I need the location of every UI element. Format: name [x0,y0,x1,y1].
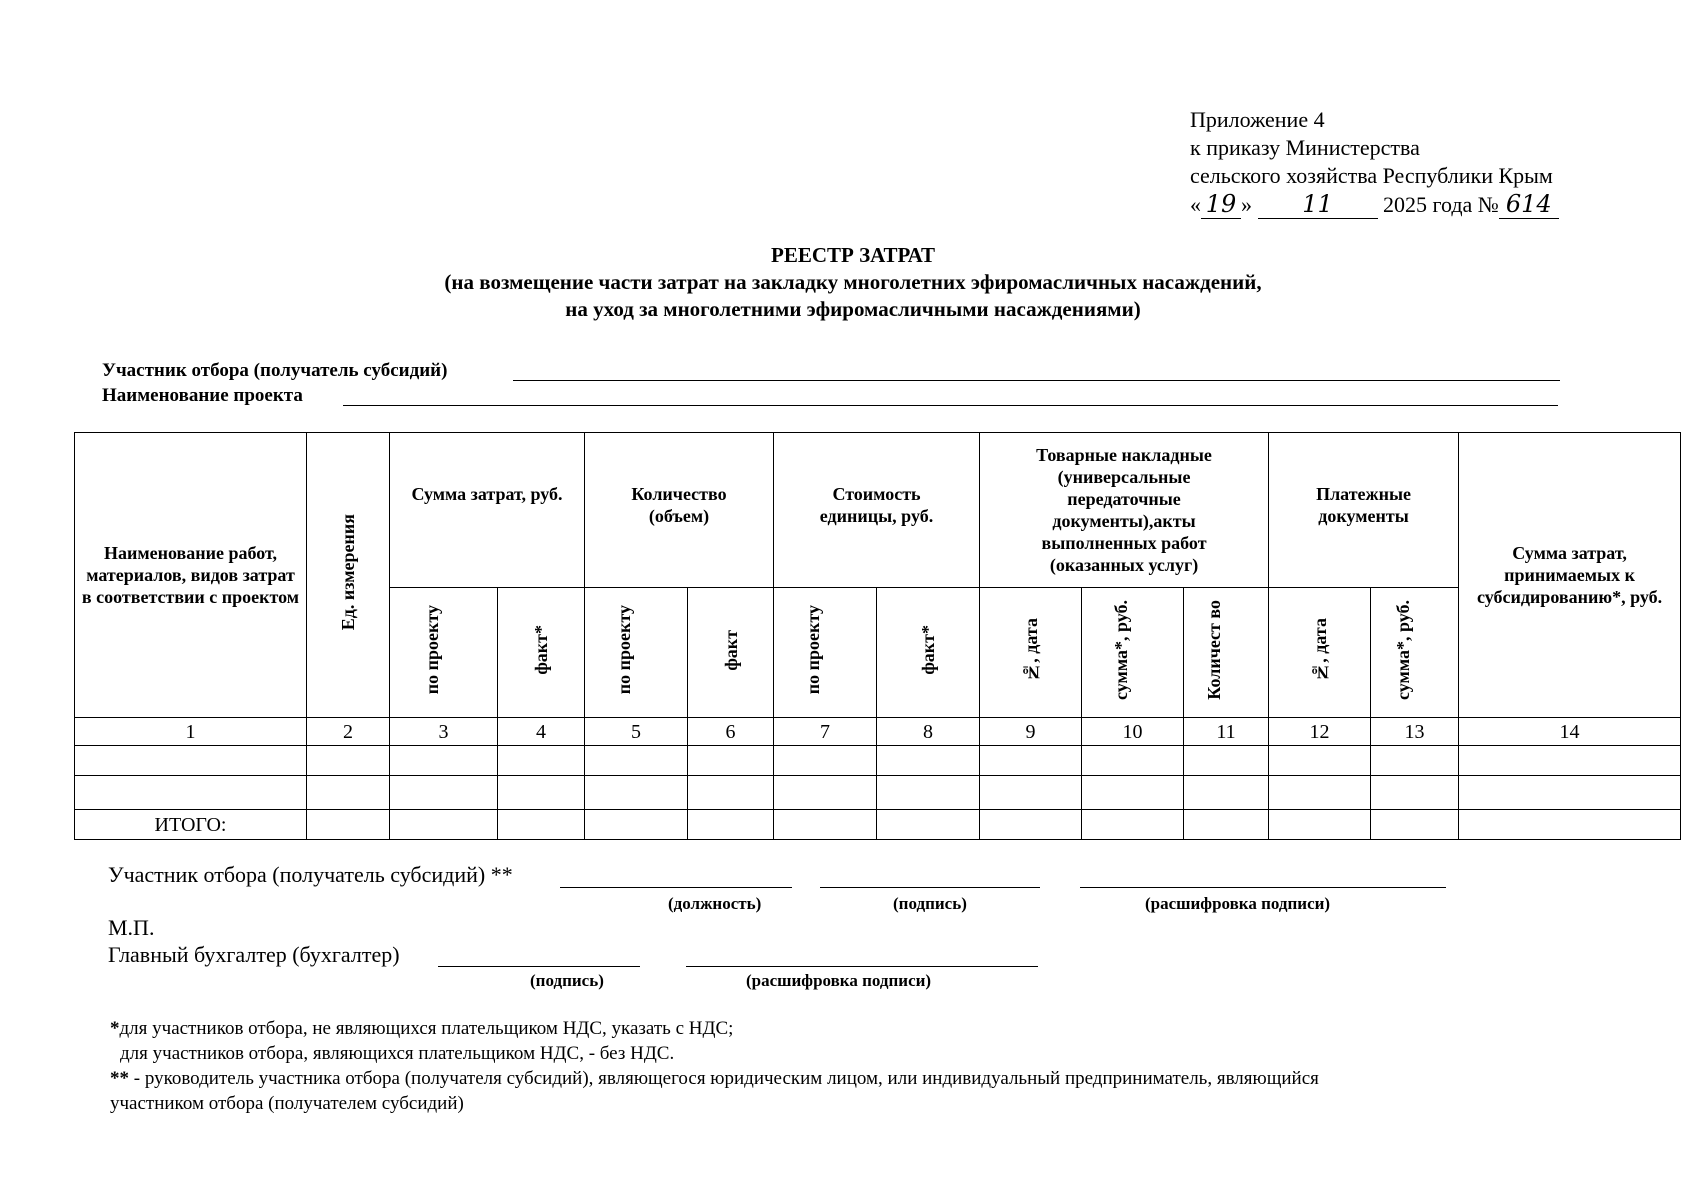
col-num: 13 [1371,718,1459,746]
accountant-decode-line [686,966,1038,967]
appendix-line-3: сельского хозяйства Республики Крым [1190,163,1553,188]
sub-invoice-sum-text: сумма*, руб. [1110,600,1131,700]
order-number: 614 [1499,190,1559,219]
sub-payment-no-date [1269,588,1371,718]
table-row [75,746,1681,776]
table-cell[interactable] [585,746,688,776]
total-label: ИТОГО: [75,810,307,840]
header-unit [307,433,390,718]
position-line [560,887,792,888]
table-cell[interactable] [498,746,585,776]
table-cell[interactable] [307,810,390,840]
col-num: 4 [498,718,585,746]
date-year: 2025 года № [1383,192,1499,217]
signature-caption: (подпись) [893,894,967,913]
table-cell[interactable] [877,746,980,776]
header-cost: Стоимость единицы, руб. [774,433,980,588]
appendix-date-line [1190,190,1559,219]
table-cell[interactable] [877,776,980,810]
table-cell[interactable] [585,810,688,840]
table-cell[interactable] [1269,746,1371,776]
sub-sum-fact [498,588,585,718]
sub-cost-project [774,588,877,718]
title-sub-2: на уход за многолетними эфиромасличными насаждениями) [565,297,1141,321]
col-num: 11 [1184,718,1269,746]
table-row [75,776,1681,810]
table-cell[interactable] [498,776,585,810]
sub-cost-fact-text: факт* [918,625,938,675]
table-cell[interactable] [877,810,980,840]
footnote-1 [110,1016,1590,1041]
col-num: 5 [585,718,688,746]
footnote-3-star: ** [110,1068,129,1089]
participant-field-label: Участник отбора (получатель субсидий) [102,360,448,381]
footnote-4: участником отбора (получателем субсидий) [110,1093,464,1114]
table-cell[interactable] [980,746,1082,776]
header-payments: Платежные документы [1269,433,1459,588]
footnote-1-text: для участников отбора, не являющихся плательщиком НДС, указать с НДС; [119,1018,734,1039]
table-cell[interactable] [774,776,877,810]
col-num: 1 [75,718,307,746]
sub-sum-project-text: по проекту [421,605,442,695]
table-cell[interactable] [390,746,498,776]
footnote-3 [110,1066,1590,1091]
table-cell[interactable] [1459,746,1681,776]
table-cell[interactable] [1269,776,1371,810]
registry-table [74,432,1681,840]
header-row-1 [75,433,1681,588]
project-field-line [343,405,1558,406]
accountant-decode-caption: (расшифровка подписи) [746,971,932,990]
table-cell[interactable] [75,746,307,776]
date-close-quote: » [1241,192,1252,217]
table-cell[interactable] [307,746,390,776]
header-unit-text: Ед. измерения [338,514,358,631]
participant-signature-label: Участник отбора (получатель субсидий) ** [108,862,513,887]
table-cell[interactable] [1082,776,1184,810]
sub-payment-sum [1371,588,1459,718]
appendix-line-2: к приказу Министерства [1190,135,1420,160]
table-cell[interactable] [774,810,877,840]
col-num: 8 [877,718,980,746]
sub-invoice-qty [1184,588,1269,718]
table-cell[interactable] [585,776,688,810]
col-num: 2 [307,718,390,746]
date-month: 11 [1258,190,1378,219]
col-num: 7 [774,718,877,746]
table-cell[interactable] [1184,810,1269,840]
table-cell[interactable] [498,810,585,840]
sub-payment-sum-text: сумма*, руб. [1392,600,1413,700]
sub-qty-project-text: по проекту [614,605,634,695]
table-cell[interactable] [1082,746,1184,776]
table-cell[interactable] [1371,776,1459,810]
sub-qty-fact-text: факт [720,629,741,671]
footnote-1-star: * [110,1018,120,1039]
date-day: 19 [1201,190,1241,219]
table-cell[interactable] [1082,810,1184,840]
accountant-signature-label: Главный бухгалтер (бухгалтер) [108,942,400,967]
table-cell[interactable] [75,776,307,810]
column-number-row [75,718,1681,746]
title-sub-1: (на возмещение части затрат на закладку многолетних эфиромасличных насаждений, [444,270,1262,294]
sub-invoice-no-date [980,588,1082,718]
sub-cost-project-text: по проекту [803,605,823,695]
col-num: 3 [390,718,498,746]
sub-invoice-qty-text: Количест во [1204,600,1225,700]
col-num: 14 [1459,718,1681,746]
accountant-signature-line [438,966,640,967]
sub-qty-project [585,588,688,718]
table-cell[interactable] [688,746,774,776]
table-cell[interactable] [307,776,390,810]
table-cell[interactable] [1459,776,1681,810]
decode-line [1080,887,1446,888]
footnote-2: для участников отбора, являющихся плательщиком НДС, - без НДС. [120,1043,675,1064]
table-cell[interactable] [980,810,1082,840]
header-accepted: Сумма затрат, принимаемых к субсидированию*, руб. [1459,433,1681,718]
sub-qty-fact [688,588,774,718]
sub-invoice-no-date-text: №, дата [1020,617,1041,683]
footnote-3-text: - руководитель участника отбора (получателя субсидий), являющегося юридическим лицом, или индивидуальный предприниматель, являющийся [129,1068,1319,1089]
sub-invoice-sum [1082,588,1184,718]
total-row [75,810,1681,840]
decode-caption: (расшифровка подписи) [1145,894,1331,913]
appendix-block [1190,106,1559,219]
header-name: Наименование работ, материалов, видов затрат в соответствии с проектом [75,433,307,718]
table-cell[interactable] [688,810,774,840]
table-cell[interactable] [1184,746,1269,776]
header-sum: Сумма затрат, руб. [390,433,585,588]
header-qty: Количество (объем) [585,433,774,588]
header-invoices: Товарные накладные (универсальные передаточные документы),акты выполненных работ (оказанных услуг) [980,433,1269,588]
participant-field-line [513,380,1560,381]
table-cell[interactable] [1371,810,1459,840]
date-open-quote: « [1190,192,1201,217]
table-cell[interactable] [390,776,498,810]
table-cell[interactable] [390,810,498,840]
title-main: РЕЕСТР ЗАТРАТ [771,243,935,267]
col-num: 12 [1269,718,1371,746]
table-cell[interactable] [1459,810,1681,840]
accountant-signature-caption: (подпись) [530,971,604,990]
stamp-label: М.П. [108,915,155,940]
footnotes [110,1016,1590,1116]
table-cell[interactable] [774,746,877,776]
table-cell[interactable] [1184,776,1269,810]
sub-sum-fact-text: факт* [531,625,551,675]
col-num: 6 [688,718,774,746]
sub-sum-project [390,588,498,718]
signature-line [820,887,1040,888]
col-num: 9 [980,718,1082,746]
position-caption: (должность) [668,894,762,913]
document-title [0,242,1706,323]
project-field-label: Наименование проекта [102,385,303,406]
table-cell[interactable] [1269,810,1371,840]
table-cell[interactable] [1371,746,1459,776]
sub-payment-no-date-text: №, дата [1309,617,1330,683]
col-num: 10 [1082,718,1184,746]
table-cell[interactable] [980,776,1082,810]
table-cell[interactable] [688,776,774,810]
sub-cost-fact [877,588,980,718]
appendix-line-1: Приложение 4 [1190,107,1325,132]
